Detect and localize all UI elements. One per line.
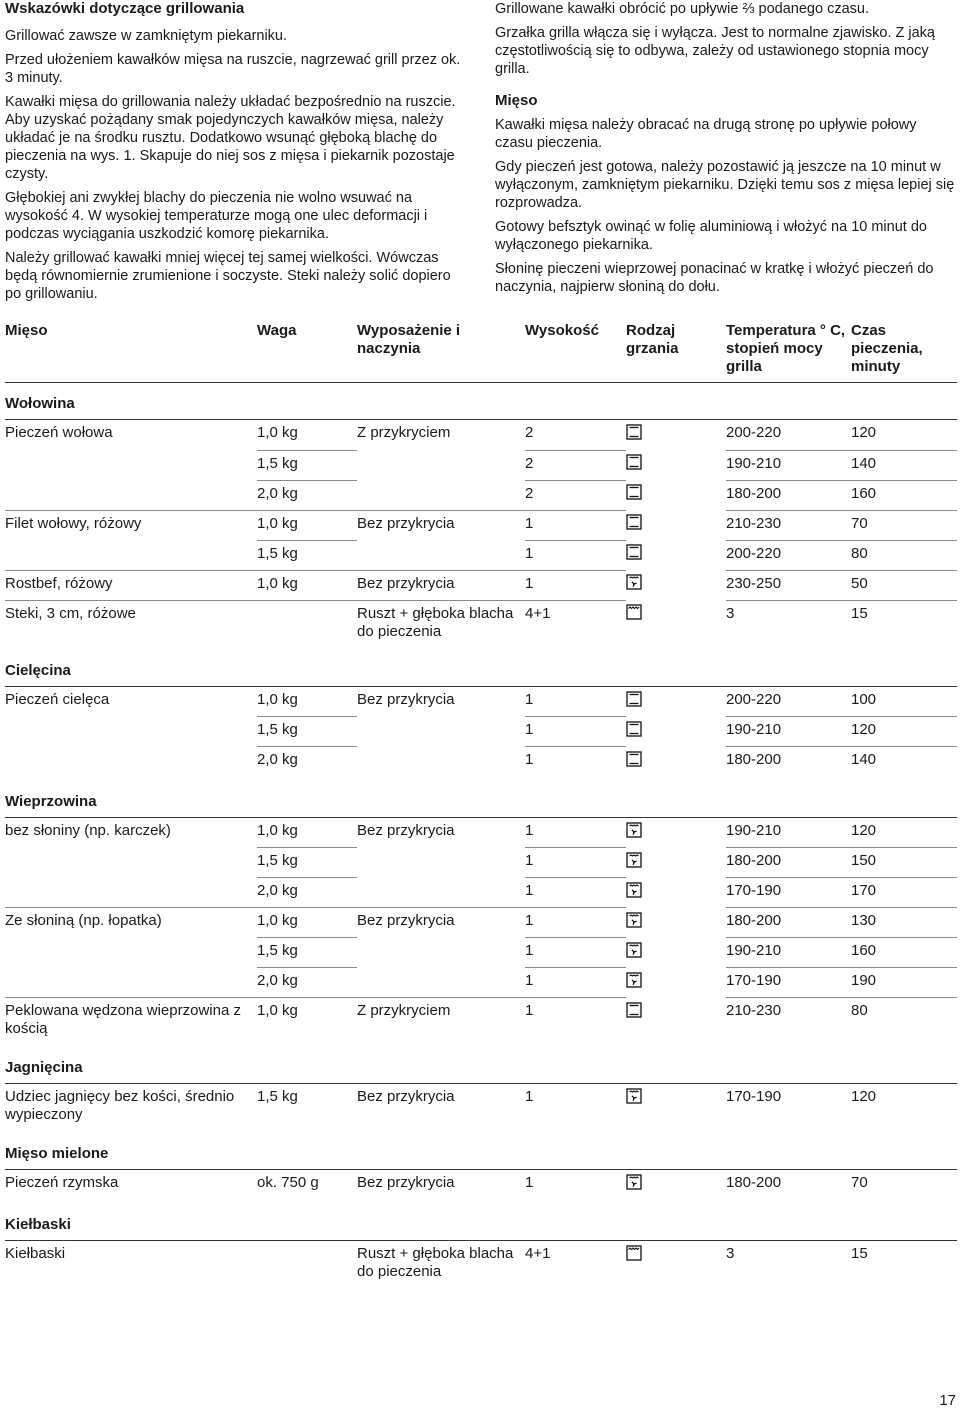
cell-level: 2 (525, 420, 626, 451)
cell-meat: Filet wołowy, różowy (5, 514, 142, 532)
fan-grill-icon (626, 1088, 642, 1109)
cell-weight: 1,0 kg (257, 908, 357, 938)
cell-time: 120 (851, 717, 957, 747)
fan-grill-icon (626, 882, 642, 903)
cell-temperature: 170-190 (726, 968, 851, 998)
cell-temperature: 210-230 (726, 1002, 782, 1019)
cell-weight: 1,5 kg (257, 540, 357, 570)
top-bottom-heat-icon (626, 454, 642, 475)
cell-weight: 1,5 kg (257, 1088, 298, 1105)
cell-time: 100 (851, 686, 957, 717)
cell-heating (626, 570, 726, 600)
cell-temperature: 180-200 (726, 908, 851, 938)
tip-paragraph: Grillować zawsze w zamkniętym piekarniku. (5, 28, 288, 44)
fan-grill-icon (626, 574, 642, 595)
cell-equipment (357, 480, 525, 510)
cell-weight: 2,0 kg (257, 751, 298, 768)
cell-level: 1 (525, 1174, 534, 1191)
cell-level: 1 (525, 717, 626, 747)
cell-time: 160 (851, 480, 957, 510)
cell-heating (626, 686, 726, 717)
fan-grill-icon (626, 912, 642, 933)
cell-level: 1 (525, 817, 626, 848)
cell-weight: 2,0 kg (257, 878, 357, 908)
table-row (5, 747, 957, 777)
cell-equipment: Ruszt + głęboka blacha do pieczenia (357, 1245, 514, 1280)
cell-temperature: 190-210 (726, 938, 851, 968)
fan-grill-icon (626, 852, 642, 873)
cell-temperature: 180-200 (726, 751, 782, 768)
cell-equipment (357, 968, 525, 998)
cell-level: 1 (525, 540, 626, 570)
header-equipment: Wyposażenie i naczynia (357, 322, 525, 383)
cell-equipment (357, 540, 525, 570)
table-row (5, 420, 957, 451)
tip-paragraph: Grillowane kawałki obrócić po upływie ⅔ podanego czasu. (495, 1, 869, 17)
cell-meat (5, 480, 257, 510)
cell-temperature: 210-230 (726, 510, 851, 540)
section-row (5, 777, 957, 818)
cell-time: 80 (851, 1002, 868, 1019)
table-row (5, 686, 957, 717)
cell-temperature: 180-200 (726, 1174, 782, 1191)
cell-equipment: Bez przykrycia (357, 570, 525, 600)
cell-weight: 1,0 kg (257, 420, 357, 451)
full-grill-icon (626, 604, 642, 625)
cell-heating (626, 908, 726, 938)
cell-temperature: 230-250 (726, 570, 851, 600)
cell-equipment (357, 878, 525, 908)
cell-heating (626, 968, 726, 998)
cell-equipment: Z przykryciem (357, 1002, 451, 1019)
cell-heating (626, 600, 726, 646)
cell-temperature: 170-190 (726, 1088, 782, 1105)
cell-time: 120 (851, 420, 957, 451)
cell-meat: Kiełbaski (5, 1245, 66, 1262)
cell-equipment (357, 848, 525, 878)
fan-grill-icon (626, 822, 642, 843)
cell-weight: 1,0 kg (257, 817, 357, 848)
cell-time: 15 (851, 1245, 868, 1262)
table-row (5, 998, 957, 1044)
cell-weight: 1,5 kg (257, 450, 357, 480)
cell-heating (626, 480, 726, 510)
table-row (5, 540, 957, 570)
cell-weight: 1,5 kg (257, 938, 357, 968)
cell-time: 70 (851, 1174, 868, 1191)
cell-equipment: Bez przykrycia (357, 514, 455, 532)
top-bottom-heat-icon (626, 691, 642, 712)
header-meat: Mięso (5, 322, 257, 383)
cell-meat: Steki, 3 cm, różowe (5, 604, 136, 622)
top-bottom-heat-icon (626, 484, 642, 505)
cell-meat (5, 938, 257, 968)
cell-heating (626, 747, 726, 777)
cell-heating (626, 848, 726, 878)
cell-weight: 1,0 kg (257, 570, 357, 600)
cell-level: 1 (525, 908, 626, 938)
cell-equipment: Bez przykrycia (357, 1174, 455, 1191)
header-time: Czas pieczenia, minuty (851, 322, 957, 383)
cell-level: 4+1 (525, 604, 551, 622)
section-heading: Mięso mielone (5, 1129, 957, 1170)
table-row (5, 817, 957, 848)
cell-temperature: 3 (726, 604, 735, 622)
cell-heating (626, 420, 726, 451)
cell-equipment (357, 450, 525, 480)
cell-equipment: Bez przykrycia (357, 1088, 455, 1105)
cell-time: 160 (851, 938, 957, 968)
cell-equipment: Z przykryciem (357, 424, 451, 441)
section-heading: Wieprzowina (5, 777, 957, 818)
fan-grill-icon (626, 942, 642, 963)
fan-grill-icon (626, 1174, 642, 1195)
cell-temperature: 200-220 (726, 540, 851, 570)
cell-temperature: 190-210 (726, 450, 851, 480)
cell-meat: Pieczeń cielęca (5, 690, 110, 708)
cell-meat (5, 878, 257, 908)
cell-equipment (357, 938, 525, 968)
cell-time: 190 (851, 968, 957, 998)
cell-equipment: Bez przykrycia (357, 912, 455, 929)
cell-time: 150 (851, 848, 957, 878)
tip-paragraph: Głębokiej ani zwykłej blachy do pieczenia nie wolno wsuwać na wysokość 4. W wysokiej temperaturze mogą one ulec deformacji i podczas wyciągania uszkodzić komorę piekarnika. (5, 190, 428, 242)
table-row (5, 1170, 957, 1201)
cell-meat (5, 747, 257, 777)
cell-level: 1 (525, 510, 626, 540)
cell-meat: Peklowana wędzona wieprzowina z kością (5, 1002, 241, 1037)
table-row (5, 878, 957, 908)
cell-weight: 1,5 kg (257, 717, 357, 747)
cell-meat: Pieczeń rzymska (5, 1174, 119, 1191)
tip-paragraph: Należy grillować kawałki mniej więcej tej samej wielkości. Wówczas będą równomiernie zrumienione i soczyste. Steki należy solić dopiero po grillowaniu. (5, 250, 451, 302)
cell-level: 1 (525, 1002, 534, 1019)
cell-temperature: 200-220 (726, 686, 851, 717)
cell-heating (626, 1241, 726, 1287)
cell-level: 1 (525, 751, 534, 768)
cell-temperature: 200-220 (726, 420, 851, 451)
grilling-tips-heading: Wskazówki dotyczące grillowania (5, 0, 245, 17)
meat-tips-column (495, 0, 957, 302)
cell-weight (257, 1241, 357, 1287)
table-row (5, 510, 957, 540)
full-grill-icon (626, 1245, 642, 1266)
section-row (5, 646, 957, 687)
cell-heating (626, 510, 726, 540)
cell-heating (626, 817, 726, 848)
cell-temperature: 190-210 (726, 817, 851, 848)
top-bottom-heat-icon (626, 1002, 642, 1023)
cell-time: 80 (851, 540, 957, 570)
cell-meat (5, 968, 257, 998)
tip-paragraph: Kawałki mięsa należy obracać na drugą stronę po upływie połowy czasu pieczenia. (495, 117, 917, 151)
header-weight: Waga (257, 322, 357, 383)
table-row (5, 450, 957, 480)
cell-weight: 1,5 kg (257, 848, 357, 878)
cell-temperature: 3 (726, 1245, 735, 1262)
section-heading: Jagnięcina (5, 1043, 957, 1084)
cell-time: 170 (851, 878, 957, 908)
cell-weight (257, 600, 357, 646)
header-heating: Rodzaj grzania (626, 322, 726, 383)
section-row (5, 383, 957, 420)
cell-weight: 1,0 kg (257, 686, 357, 717)
table-row (5, 600, 957, 646)
section-row (5, 1043, 957, 1084)
table-header-row (5, 322, 957, 383)
tip-paragraph: Gotowy befsztyk owinąć w folię aluminiową i włożyć na 10 minut do wyłączonego piekarnika. (495, 219, 927, 253)
top-bottom-heat-icon (626, 751, 642, 772)
section-heading: Kiełbaski (5, 1200, 957, 1241)
cell-level: 1 (525, 878, 626, 908)
top-bottom-heat-icon (626, 721, 642, 742)
table-row (5, 908, 957, 938)
cell-heating (626, 938, 726, 968)
cell-temperature: 170-190 (726, 878, 851, 908)
cell-meat: Pieczeń wołowa (5, 424, 113, 441)
cell-equipment: Bez przykrycia (357, 821, 455, 839)
cell-level: 1 (525, 686, 626, 717)
cell-weight: ok. 750 g (257, 1174, 319, 1191)
cell-time: 120 (851, 817, 957, 848)
table-row (5, 480, 957, 510)
cell-heating (626, 998, 726, 1044)
fan-grill-icon (626, 972, 642, 993)
header-temperature: Temperatura ° C, stopień mocy grilla (726, 322, 851, 383)
cell-meat: Rostbef, różowy (5, 570, 257, 600)
cell-time: 120 (851, 1088, 877, 1105)
cell-weight: 1,0 kg (257, 1002, 298, 1019)
cell-time: 140 (851, 751, 877, 768)
cell-meat: Ze słoniną (np. łopatka) (5, 912, 162, 929)
cell-heating (626, 1170, 726, 1201)
cell-level: 1 (525, 968, 626, 998)
cell-meat: Udziec jagnięcy bez kości, średnio wypieczony (5, 1088, 235, 1123)
cell-weight: 2,0 kg (257, 968, 357, 998)
cell-time: 130 (851, 908, 957, 938)
cell-weight: 2,0 kg (257, 480, 357, 510)
table-row (5, 1084, 957, 1130)
cell-meat (5, 450, 257, 480)
cell-level: 1 (525, 938, 626, 968)
cell-level: 1 (525, 848, 626, 878)
tip-paragraph: Gdy pieczeń jest gotowa, należy pozostawić ją jeszcze na 10 minut w wyłączonym, zamkniętym piekarniku. Dzięki temu sos z mięsa lepiej się rozprowadza. (495, 159, 955, 211)
cell-meat (5, 848, 257, 878)
cell-heating (626, 450, 726, 480)
cell-level: 1 (525, 570, 626, 600)
cell-equipment (357, 717, 525, 747)
cell-meat: bez słoniny (np. karczek) (5, 821, 171, 839)
section-row (5, 1129, 957, 1170)
tip-paragraph: Grzałka grilla włącza się i wyłącza. Jest to normalne zjawisko. Z jaką częstotliwością się to odbywa, zależy od ustawionego stopnia mocy grilla. (495, 25, 935, 77)
cell-time: 70 (851, 510, 957, 540)
cell-time: 140 (851, 450, 957, 480)
table-row (5, 848, 957, 878)
top-bottom-heat-icon (626, 424, 642, 445)
cell-temperature: 190-210 (726, 717, 851, 747)
tip-paragraph: Przed ułożeniem kawałków mięsa na ruszcie, nagrzewać grill przez ok. 3 minuty. (5, 52, 461, 86)
table-row (5, 968, 957, 998)
cell-temperature: 180-200 (726, 848, 851, 878)
top-bottom-heat-icon (626, 514, 642, 535)
tip-paragraph: Kawałki mięsa do grillowania należy układać bezpośrednio na ruszcie. Aby uzyskać pożądany smak pojedynczych kawałków mięsa, należy układać je na środku rusztu. Dodatkowo wsunąć głęboką blachę do pieczenia na wys. 1. Skapuje do niej sos z mięsa i piekarnik pozostaje czysty. (5, 94, 456, 182)
cell-temperature: 180-200 (726, 480, 851, 510)
table-row (5, 717, 957, 747)
page-number: 17 (939, 1392, 956, 1409)
cell-level: 4+1 (525, 1245, 551, 1262)
cell-level: 2 (525, 480, 626, 510)
cell-heating (626, 1084, 726, 1130)
cell-time: 50 (851, 570, 957, 600)
meat-heading: Mięso (495, 92, 538, 109)
meat-roasting-table (5, 322, 957, 1286)
section-heading: Wołowina (5, 383, 957, 420)
grilling-tips-column (5, 0, 470, 309)
cell-level: 1 (525, 1088, 534, 1105)
header-level: Wysokość (525, 322, 626, 383)
cell-equipment (357, 747, 525, 777)
cell-heating (626, 540, 726, 570)
section-row (5, 1200, 957, 1241)
cell-time: 15 (851, 604, 868, 622)
cell-weight: 1,0 kg (257, 510, 357, 540)
cell-meat (5, 540, 257, 570)
cell-heating (626, 717, 726, 747)
cell-equipment: Ruszt + głęboka blacha do pieczenia (357, 604, 514, 640)
table-row (5, 938, 957, 968)
cell-meat (5, 717, 257, 747)
top-bottom-heat-icon (626, 544, 642, 565)
section-heading: Cielęcina (5, 646, 957, 687)
cell-heating (626, 878, 726, 908)
table-row (5, 570, 957, 600)
table-row (5, 1241, 957, 1287)
tip-paragraph: Słoninę pieczeni wieprzowej ponacinać w kratkę i włożyć pieczeń do naczynia, najpierw słoniną do dołu. (495, 261, 934, 295)
cell-level: 2 (525, 450, 626, 480)
cell-equipment: Bez przykrycia (357, 690, 455, 708)
